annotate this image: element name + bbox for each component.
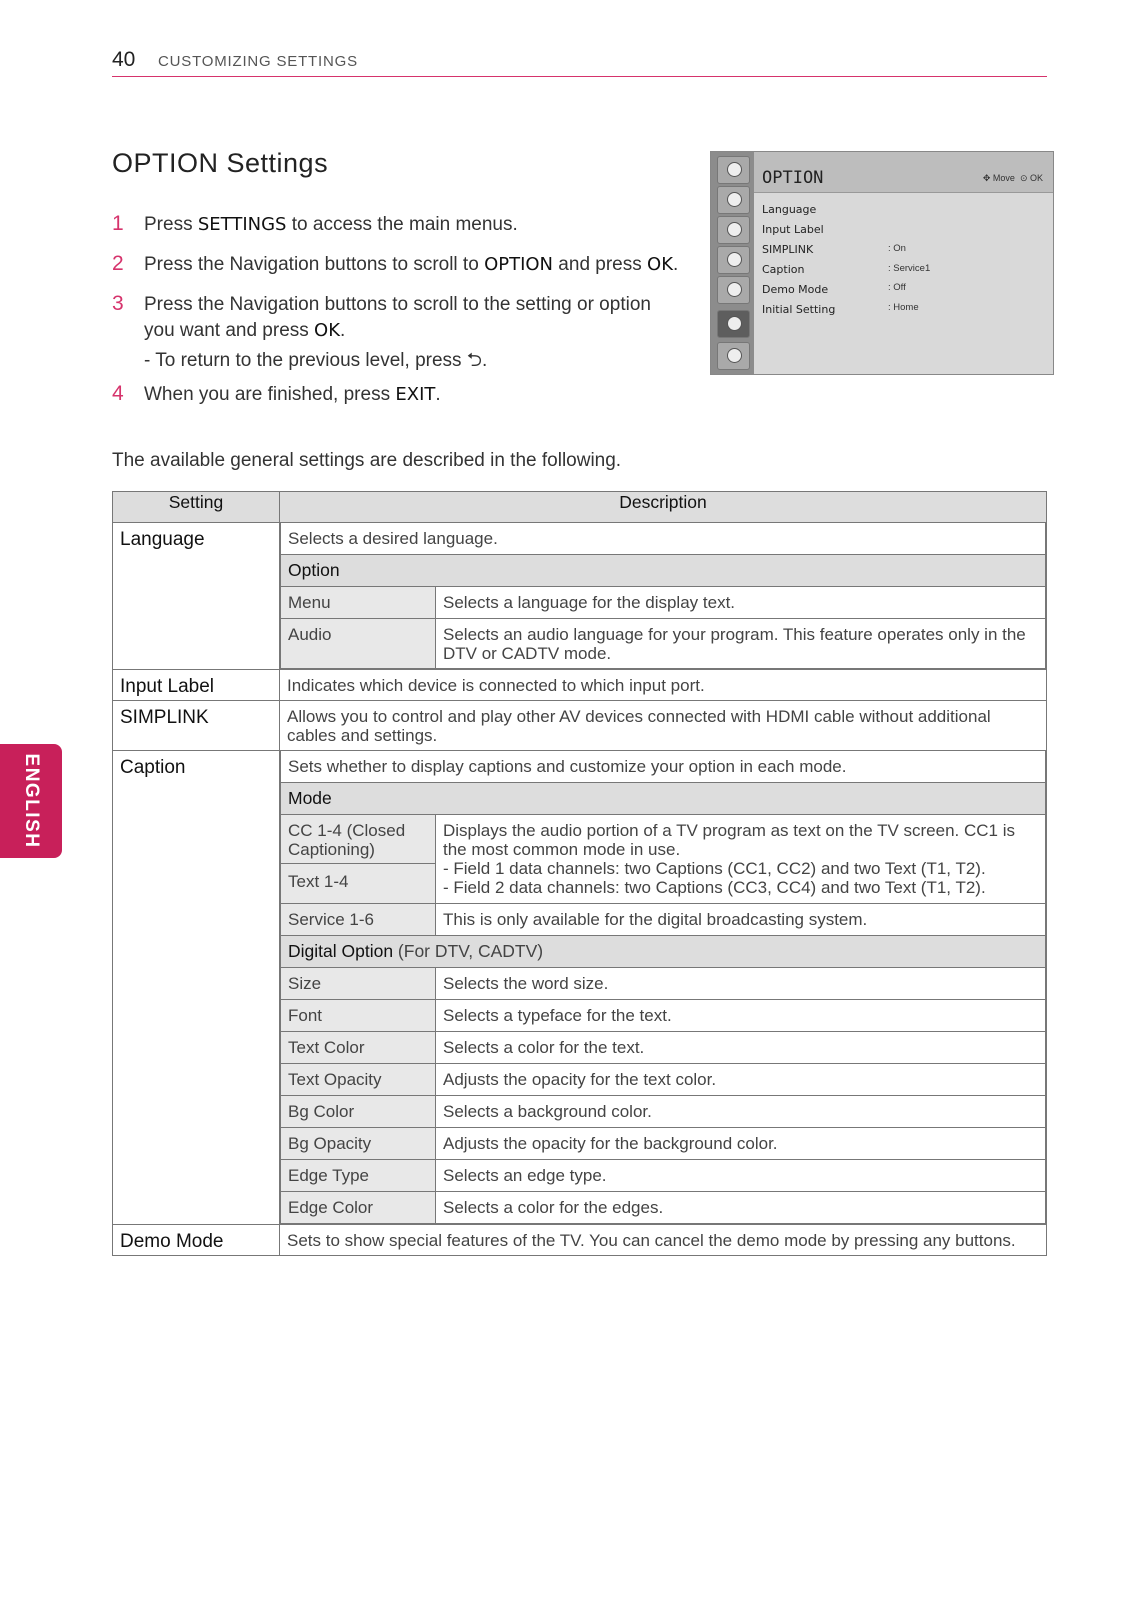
step-text: to access the main menus. [286,214,518,235]
option-key: Edge Type [281,1160,436,1192]
option-desc: Selects a color for the edges. [436,1192,1046,1224]
option-desc [436,815,1046,904]
cc-desc: Displays the audio portion of a TV program as text on the TV screen. CC1 is the most common mode in use. [443,821,1015,859]
step-number: 3 [112,292,124,315]
setting-name: Input Label [113,670,280,701]
language-side-tab [0,744,62,858]
step-number: 4 [112,382,124,405]
osd-item-initial-setting: Initial Setting [762,303,836,316]
side-tab-label: ENGLISH [21,753,42,849]
option-desc: Selects an audio language for your program. This feature operates only in the DTV or CADTV mode. [436,619,1046,669]
option-key: Service 1-6 [281,904,436,936]
section-name: CUSTOMIZING SETTINGS [158,53,358,70]
key-label: OPTION [484,254,554,275]
step-text: Press [144,214,198,235]
digital-option-note: (For DTV, CADTV) [393,941,544,961]
setting-description [280,523,1047,670]
option-key: Audio [281,619,436,669]
option-desc: Selects a typeface for the text. [436,1000,1046,1032]
osd-ok-label: OK [1029,173,1043,183]
cc-field-1: - Field 1 data channels: two Captions (CC1, CC2) and two Text (T1, T2). [443,859,986,878]
table-header-row [113,492,1047,523]
option-key: Bg Color [281,1096,436,1128]
osd-item-demo-mode: Demo Mode [762,283,829,296]
option-desc: Adjusts the opacity for the text color. [436,1064,1046,1096]
option-key: Text Color [281,1032,436,1064]
option-key: Menu [281,587,436,619]
osd-title: OPTION [762,168,824,188]
subheading [281,936,1046,968]
key-label: EXIT [395,384,436,405]
key-label: OK [314,320,341,341]
cc-field-2: - Field 2 data channels: two Captions (CC3, CC4) and two Text (T1, T2). [443,878,986,897]
option-key: Text Opacity [281,1064,436,1096]
osd-nav-hint: ✥ Move ⊙ OK [982,173,1043,183]
osd-item-caption: Caption [762,263,805,276]
osd-value-initial: : Home [888,302,919,313]
osd-picture-icon [717,156,750,184]
step-text: . [673,254,679,275]
option-desc: Adjusts the opacity for the background color. [436,1128,1046,1160]
table-row-caption [113,751,1047,1225]
osd-audio-icon [717,246,750,274]
step-text: . [435,384,441,405]
table-row-demo-mode [113,1225,1047,1256]
col-setting-header: Setting [113,492,280,523]
option-key: Size [281,968,436,1000]
setting-description: Allows you to control and play other AV devices connected with HDMI cable without additional cables and settings. [280,701,1047,751]
step-note: - To return to the previous level, press ⮌. [144,350,488,371]
page-header [112,48,1047,77]
osd-item-language: Language [762,203,817,216]
page-title: OPTION Settings [112,148,329,178]
col-description-header: Description [280,492,1047,523]
subheading: Mode [281,783,1046,815]
osd-title-bar [754,152,1053,193]
setting-description: Indicates which device is connected to which input port. [280,670,1047,701]
osd-menu-screenshot [710,151,1054,375]
setting-name: SIMPLINK [113,701,280,751]
osd-value-simplink: : On [888,243,906,254]
page-number: 40 [112,48,136,71]
step-text: Press the Navigation buttons to scroll to [144,254,485,275]
osd-value-demo: : Off [888,282,906,293]
table-row-simplink [113,701,1047,751]
option-key: Bg Opacity [281,1128,436,1160]
digital-option-label: Digital Option [288,941,394,961]
step-number: 2 [112,252,124,275]
option-desc: Selects a color for the text. [436,1032,1046,1064]
step-text: and press [553,254,648,275]
osd-item-input-label: Input Label [762,223,824,236]
setting-name: Demo Mode [113,1225,280,1256]
setting-name: Caption [113,751,280,1225]
option-desc: Selects the word size. [436,968,1046,1000]
step-text: you want and press [144,320,315,341]
step-text: When you are finished, press [144,384,396,405]
osd-lock-icon [717,342,750,370]
osd-option-icon [717,310,750,338]
setting-name: Language [113,523,280,670]
setting-description [280,751,1047,1225]
osd-item-simplink: SIMPLINK [762,243,814,256]
option-key: Font [281,1000,436,1032]
key-label: SETTINGS [197,214,287,235]
step-text: . [340,320,346,341]
option-desc: Selects a language for the display text. [436,587,1046,619]
osd-value-caption: : Service1 [888,263,931,274]
option-desc: Selects a background color. [436,1096,1046,1128]
step-number: 1 [112,212,124,235]
option-key: Text 1-4 [281,864,436,904]
setting-description: Sets to show special features of the TV. You can cancel the demo mode by pressing any buttons. [280,1225,1047,1256]
osd-time-icon [717,276,750,304]
intro-text: The available general settings are described in the following. [112,450,622,471]
description-text: Selects a desired language. [281,523,1046,555]
option-key: CC 1-4 (Closed Captioning) [281,815,436,864]
option-desc: This is only available for the digital broadcasting system. [436,904,1046,936]
key-label: OK [647,254,674,275]
subheading: Option [281,555,1046,587]
description-text: Sets whether to display captions and customize your option in each mode. [281,751,1046,783]
osd-setup-icon [717,186,750,214]
step-text: Press the Navigation buttons to scroll to the setting or option [144,294,651,315]
option-desc: Selects an edge type. [436,1160,1046,1192]
settings-table [112,491,1047,1256]
option-key: Edge Color [281,1192,436,1224]
osd-sidebar [711,152,754,374]
osd-picture-mode-icon [717,216,750,244]
osd-move-label: Move [992,173,1015,183]
table-row-language [113,523,1047,670]
table-row-input-label [113,670,1047,701]
